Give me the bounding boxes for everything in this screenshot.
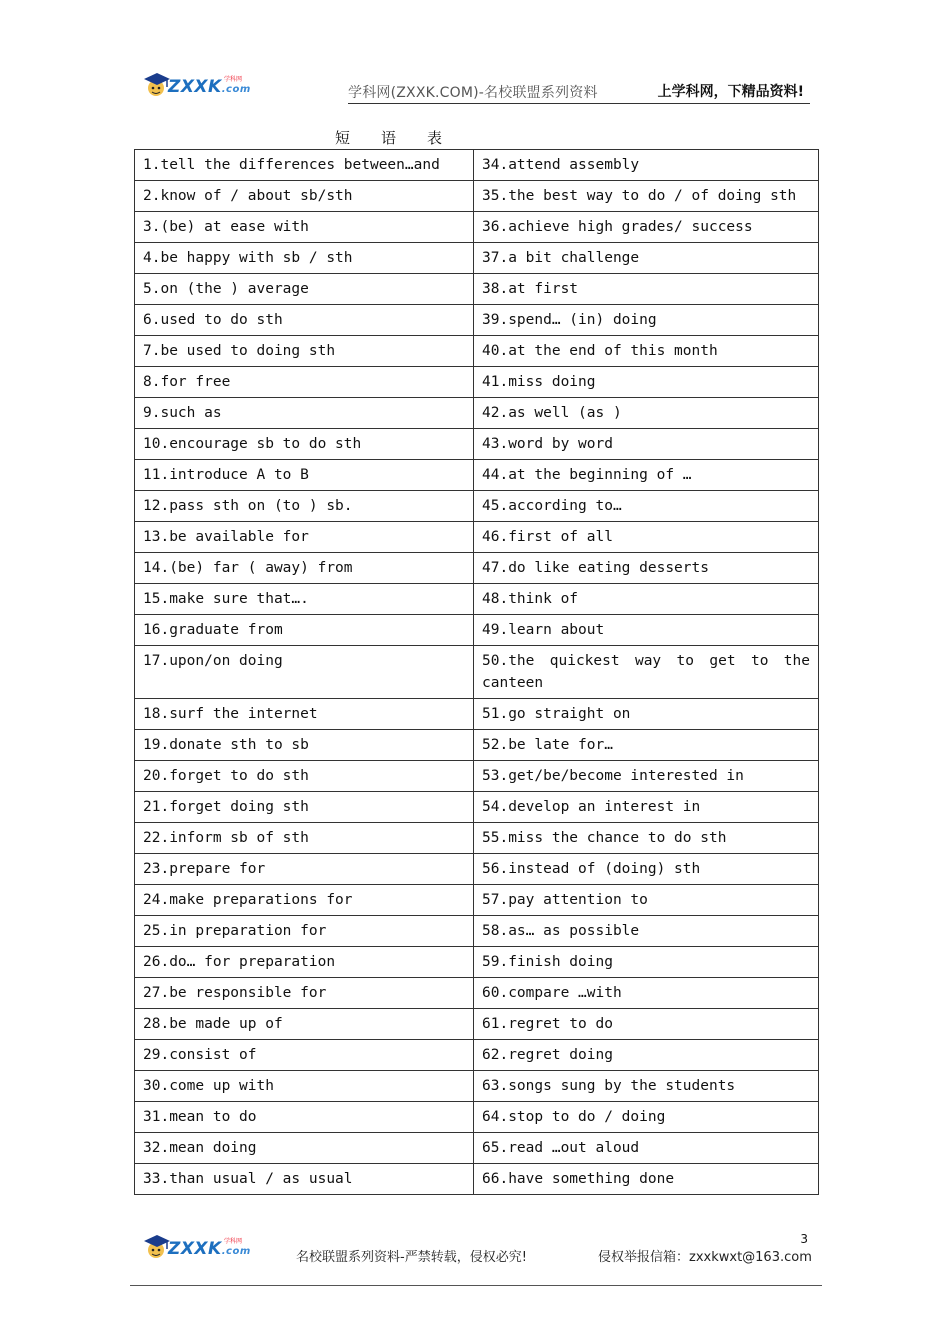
phrase-text: 36.achieve high grades/ success	[482, 219, 753, 235]
phrase-cell-right	[474, 885, 819, 916]
table-row	[135, 978, 819, 1009]
phrase-cell-right	[474, 181, 819, 212]
phrase-text: 33.than usual / as usual	[143, 1171, 353, 1187]
phrase-cell-right	[474, 1071, 819, 1102]
phrase-cell-right	[474, 978, 819, 1009]
phrase-text: 62.regret doing	[482, 1047, 613, 1063]
table-row	[135, 181, 819, 212]
phrase-text: 46.first of all	[482, 529, 613, 545]
phrase-cell-left	[135, 181, 474, 212]
phrase-text: 51.go straight on	[482, 706, 631, 722]
logo-text: ZXXK.com	[168, 77, 251, 97]
table-row	[135, 615, 819, 646]
table-row	[135, 1071, 819, 1102]
phrase-text: 38.at first	[482, 281, 579, 297]
phrase-text: 5.on (the ) average	[143, 281, 309, 297]
phrase-cell-left	[135, 1071, 474, 1102]
phrase-text: 42.as well (as )	[482, 405, 622, 421]
phrase-cell-left	[135, 615, 474, 646]
phrase-text: 52.be late for…	[482, 737, 613, 753]
phrase-cell-left	[135, 978, 474, 1009]
footer-rule	[130, 1285, 822, 1286]
table-row	[135, 1133, 819, 1164]
phrase-cell-right	[474, 916, 819, 947]
phrase-text: 24.make preparations for	[143, 892, 353, 908]
footer-center-text: 名校联盟系列资料-严禁转载，侵权必究!	[296, 1250, 527, 1265]
phrase-cell-right	[474, 792, 819, 823]
phrase-cell-right	[474, 553, 819, 584]
table-row	[135, 460, 819, 491]
footer-logo-tiny-text: 学科网	[224, 1238, 243, 1245]
footer-logo-text: ZXXK.com	[168, 1239, 251, 1259]
phrase-cell-right	[474, 491, 819, 522]
phrase-text: 60.compare …with	[482, 985, 622, 1001]
phrase-text: 58.as… as possible	[482, 923, 640, 939]
phrase-text: 47.do like eating desserts	[482, 560, 709, 576]
phrase-text: 32.mean doing	[143, 1140, 257, 1156]
phrase-text: 18.surf the internet	[143, 706, 318, 722]
phrase-text: 41.miss doing	[482, 374, 596, 390]
table-row	[135, 429, 819, 460]
table-row	[135, 730, 819, 761]
phrase-cell-right	[474, 699, 819, 730]
phrase-text: 45.according to…	[482, 498, 622, 514]
phrase-cell-left	[135, 243, 474, 274]
phrase-cell-left	[135, 367, 474, 398]
phrase-cell-left	[135, 1164, 474, 1195]
table-row	[135, 150, 819, 181]
phrase-text: 15.make sure that….	[143, 591, 309, 607]
table-row	[135, 1040, 819, 1071]
phrase-text: 44.at the beginning of …	[482, 467, 692, 483]
table-row	[135, 1164, 819, 1195]
phrase-text: 59.finish doing	[482, 954, 613, 970]
phrase-text: 6.used to do sth	[143, 312, 283, 328]
phrase-text: 30.come up with	[143, 1078, 274, 1094]
phrase-cell-right	[474, 730, 819, 761]
phrase-cell-left	[135, 491, 474, 522]
phrase-text: 31.mean to do	[143, 1109, 257, 1125]
footer-zxxk-logo	[142, 1232, 251, 1262]
phrase-text: 35.the best way to do / of doing sth	[482, 188, 797, 204]
phrase-text: 39.spend… (in) doing	[482, 312, 657, 328]
phrase-text: 13.be available for	[143, 529, 309, 545]
phrase-text: 21.forget doing sth	[143, 799, 309, 815]
phrase-cell-right	[474, 243, 819, 274]
table-row	[135, 584, 819, 615]
page-number: 3	[800, 1232, 808, 1246]
phrase-cell-right	[474, 150, 819, 181]
phrase-text: 14.(be) far ( away) from	[143, 560, 353, 576]
table-row	[135, 823, 819, 854]
table-row	[135, 916, 819, 947]
phrase-text: 9.such as	[143, 405, 222, 421]
phrase-text: 4.be happy with sb / sth	[143, 250, 353, 266]
phrase-cell-right	[474, 646, 819, 699]
phrase-cell-left	[135, 150, 474, 181]
phrase-cell-left	[135, 730, 474, 761]
phrase-cell-right	[474, 367, 819, 398]
phrase-text: 23.prepare for	[143, 861, 266, 877]
phrase-text: 64.stop to do / doing	[482, 1109, 666, 1125]
header-rule	[348, 103, 810, 104]
phrase-text: 54.develop an interest in	[482, 799, 701, 815]
phrase-cell-right	[474, 274, 819, 305]
table-row	[135, 553, 819, 584]
title-char: 语	[381, 129, 398, 147]
logo-tiny-text: 学科网	[224, 76, 243, 83]
phrase-cell-right	[474, 212, 819, 243]
phrase-cell-right	[474, 1040, 819, 1071]
table-row	[135, 646, 819, 699]
phrase-text: 63.songs sung by the students	[482, 1078, 736, 1094]
page-title	[335, 127, 473, 148]
phrase-text: 49.learn about	[482, 622, 605, 638]
table-row	[135, 854, 819, 885]
table-row	[135, 1009, 819, 1040]
phrase-cell-left	[135, 336, 474, 367]
phrase-cell-right	[474, 522, 819, 553]
phrase-cell-left	[135, 1040, 474, 1071]
phrase-cell-left	[135, 854, 474, 885]
phrase-text: 29.consist of	[143, 1047, 257, 1063]
table-row	[135, 212, 819, 243]
phrase-cell-left	[135, 398, 474, 429]
phrase-cell-right	[474, 429, 819, 460]
phrase-cell-left	[135, 460, 474, 491]
phrase-text: 22.inform sb of sth	[143, 830, 309, 846]
phrase-text: 53.get/be/become interested in	[482, 768, 744, 784]
phrase-text: 11.introduce A to B	[143, 467, 309, 483]
page-footer	[130, 1228, 822, 1288]
table-row	[135, 792, 819, 823]
phrase-text: 2.know of / about sb/sth	[143, 188, 353, 204]
phrase-text: 7.be used to doing sth	[143, 343, 336, 359]
phrase-text: 66.have something done	[482, 1171, 675, 1187]
phrase-cell-left	[135, 1133, 474, 1164]
phrase-text: 20.forget to do sth	[143, 768, 309, 784]
table-row	[135, 947, 819, 978]
phrase-cell-right	[474, 336, 819, 367]
phrase-cell-left	[135, 792, 474, 823]
phrase-cell-left	[135, 212, 474, 243]
phrase-cell-left	[135, 823, 474, 854]
table-row	[135, 367, 819, 398]
table-row	[135, 398, 819, 429]
phrase-cell-left	[135, 305, 474, 336]
phrase-cell-left	[135, 274, 474, 305]
phrase-cell-right	[474, 584, 819, 615]
table-row	[135, 336, 819, 367]
table-row	[135, 522, 819, 553]
table-row	[135, 274, 819, 305]
phrase-text: 1.tell the differences between…and	[143, 157, 440, 173]
phrase-text: 57.pay attention to	[482, 892, 648, 908]
phrase-cell-left	[135, 584, 474, 615]
phrase-cell-right	[474, 854, 819, 885]
phrase-cell-left	[135, 1102, 474, 1133]
phrase-text: 10.encourage sb to do sth	[143, 436, 362, 452]
phrase-cell-left	[135, 429, 474, 460]
phrase-cell-right	[474, 460, 819, 491]
title-char: 短	[335, 129, 352, 147]
phrase-text: 61.regret to do	[482, 1016, 613, 1032]
table-row	[135, 243, 819, 274]
phrase-cell-right	[474, 761, 819, 792]
phrase-cell-right	[474, 1133, 819, 1164]
phrase-table	[134, 149, 819, 1195]
phrase-cell-left	[135, 699, 474, 730]
phrase-cell-left	[135, 916, 474, 947]
phrase-text: 40.at the end of this month	[482, 343, 718, 359]
footer-right-text: 侵权举报信箱：zxxkwxt@163.com	[598, 1250, 812, 1265]
header-right-text: 上学科网，下精品资料!	[657, 84, 804, 100]
header-center-text: 学科网(ZXXK.COM)-名校联盟系列资料	[348, 85, 598, 101]
phrase-cell-right	[474, 1009, 819, 1040]
phrase-cell-left	[135, 947, 474, 978]
phrase-cell-right	[474, 1102, 819, 1133]
phrase-text: 56.instead of (doing) sth	[482, 861, 701, 877]
phrase-text: 65.read …out aloud	[482, 1140, 640, 1156]
phrase-text: 8.for free	[143, 374, 231, 390]
phrase-text: 50.the quickest way to get to the canteen	[482, 653, 810, 691]
table-row	[135, 491, 819, 522]
phrase-cell-left	[135, 1009, 474, 1040]
phrase-cell-right	[474, 823, 819, 854]
phrase-cell-left	[135, 761, 474, 792]
phrase-cell-left	[135, 553, 474, 584]
table-row	[135, 305, 819, 336]
phrase-text: 43.word by word	[482, 436, 613, 452]
phrase-cell-left	[135, 646, 474, 699]
phrase-text: 28.be made up of	[143, 1016, 283, 1032]
phrase-text: 48.think of	[482, 591, 579, 607]
zxxk-logo	[142, 70, 251, 100]
phrase-cell-right	[474, 398, 819, 429]
phrase-text: 16.graduate from	[143, 622, 283, 638]
table-row	[135, 885, 819, 916]
phrase-text: 3.(be) at ease with	[143, 219, 309, 235]
phrase-text: 19.donate sth to sb	[143, 737, 309, 753]
phrase-cell-right	[474, 1164, 819, 1195]
phrase-text: 37.a bit challenge	[482, 250, 640, 266]
phrase-cell-left	[135, 885, 474, 916]
phrase-text: 27.be responsible for	[143, 985, 327, 1001]
phrase-text: 34.attend assembly	[482, 157, 640, 173]
phrase-text: 26.do… for preparation	[143, 954, 336, 970]
table-row	[135, 761, 819, 792]
phrase-text: 12.pass sth on (to ) sb.	[143, 498, 353, 514]
phrase-text: 25.in preparation for	[143, 923, 327, 939]
page-header	[140, 66, 810, 106]
title-char: 表	[427, 129, 444, 147]
phrase-cell-left	[135, 522, 474, 553]
phrase-text: 55.miss the chance to do sth	[482, 830, 727, 846]
table-row	[135, 1102, 819, 1133]
phrase-text: 17.upon/on doing	[143, 653, 283, 669]
phrase-cell-right	[474, 615, 819, 646]
phrase-cell-right	[474, 305, 819, 336]
phrase-table-body	[135, 150, 819, 1195]
phrase-cell-right	[474, 947, 819, 978]
table-row	[135, 699, 819, 730]
